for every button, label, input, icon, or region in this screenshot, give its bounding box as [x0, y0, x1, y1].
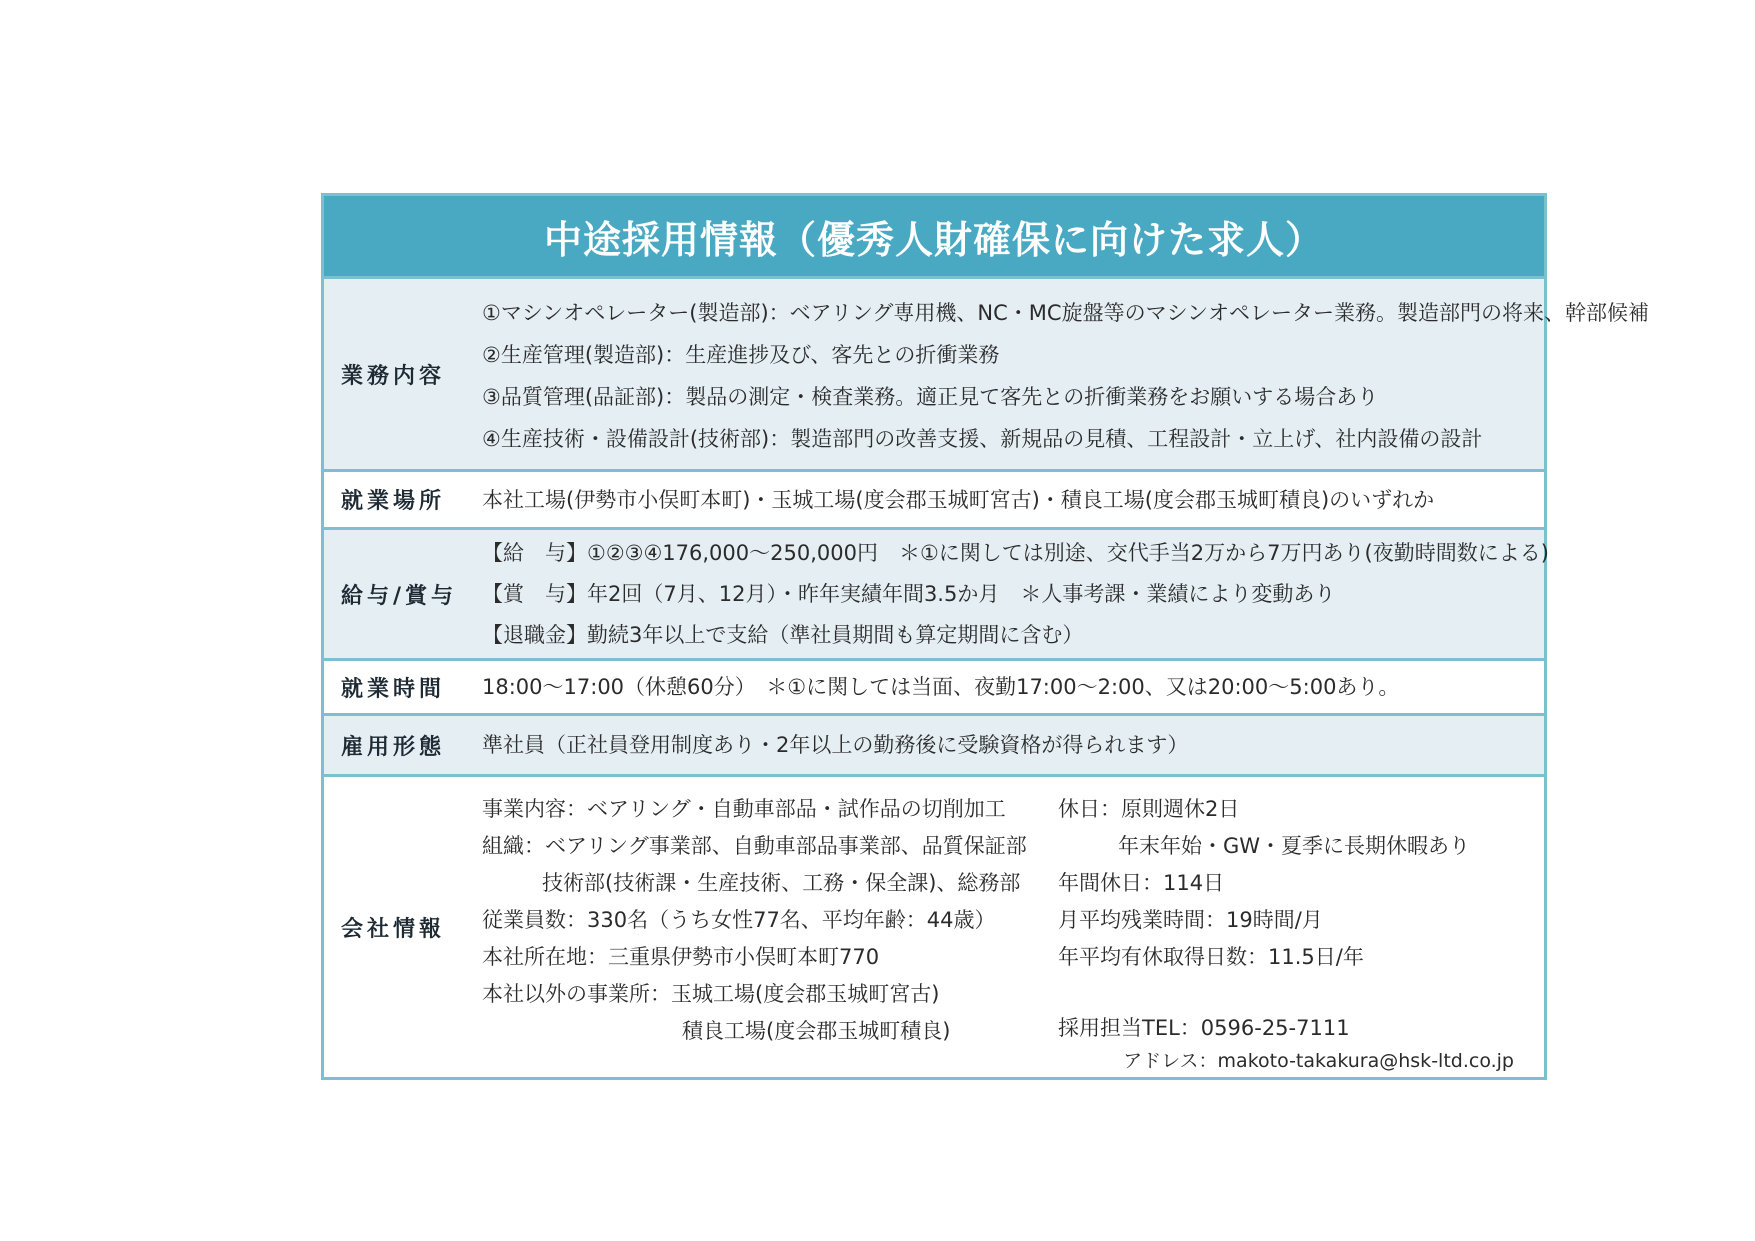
salary-row: [324, 530, 1549, 661]
company-right-column: [1058, 777, 1544, 1077]
hours-label: 就業時間: [341, 676, 446, 702]
company-row: [324, 777, 1544, 1077]
sites-line-2: 積良工場(度会郡玉城町積良): [682, 1019, 951, 1043]
org-line-1: 組織：ベアリング事業部、自動車部品事業部、品質保証部: [482, 834, 1027, 858]
salary-line-3: 【退職金】勤続3年以上で支給（準社員期間も算定期間に含む）: [482, 622, 1084, 647]
salary-label: 給与/賞与: [341, 583, 458, 609]
employees-text: 従業員数：330名（うち女性77名、平均年齢：44歳）: [482, 908, 996, 932]
company-left-column: [482, 777, 1058, 1077]
company-grid: [482, 777, 1544, 1077]
hq-text: 本社所在地：三重県伊勢市小俣町本町770: [482, 945, 880, 969]
duty-line-1: ①マシンオペレーター(製造部)：ベアリング専用機、NC・MC旋盤等のマシンオペレーター業務。製造部門の将来、幹部候補: [482, 301, 1650, 325]
place-content: [472, 472, 1544, 527]
employment-row: [324, 716, 1544, 777]
business-text: 事業内容：ベアリング・自動車部品・試作品の切削加工: [482, 797, 1006, 821]
duties-content: [472, 279, 1649, 469]
duty-line-4: ④生産技術・設備設計(技術部)：製造部門の改善支援、新規品の見積、工程設計・立上げ、社内設備の設計: [482, 427, 1483, 451]
salary-line-1: 【給 与】①②③④176,000～250,000円 ＊①に関しては別途、交代手当2万から7万円あり(夜勤時間数による): [482, 540, 1549, 565]
hours-content: [472, 661, 1544, 713]
holidays-line-2: 年末年始・GW・夏季に長期休暇あり: [1118, 834, 1471, 858]
duties-label: 業務内容: [341, 363, 446, 389]
email-address: アドレス：makoto-takakura@hsk-ltd.co.jp: [1123, 1050, 1514, 1072]
duties-row: [324, 279, 1650, 472]
place-label: 就業場所: [341, 489, 446, 514]
tel-text: 採用担当TEL：0596-25-7111: [1058, 1016, 1350, 1040]
place-row: [324, 472, 1544, 530]
paid-leave-text: 年平均有休取得日数：11.5日/年: [1058, 945, 1364, 969]
hours-row: [324, 661, 1544, 716]
duty-line-2: ②生産管理(製造部)：生産進捗及び、客先との折衝業務: [482, 343, 1000, 367]
salary-content: [472, 530, 1549, 658]
employment-text: 準社員（正社員登用制度あり・2年以上の勤務後に受験資格が得られます）: [482, 733, 1189, 757]
salary-line-2: 【賞 与】年2回（7月、12月）・昨年実績年間3.5か月 ＊人事考課・業績により変動あり: [482, 581, 1336, 606]
spacer: [1058, 976, 1544, 1010]
place-text: 本社工場(伊勢市小俣町本町)・玉城工場(度会郡玉城町宮古)・積良工場(度会郡玉城町積良)のいずれか: [482, 487, 1435, 512]
company-label: 会社情報: [341, 916, 446, 942]
duty-line-3: ③品質管理(品証部)：製品の測定・検査業務。適正見て客先との折衝業務をお願いする場合あり: [482, 385, 1379, 409]
sites-line-1: 本社以外の事業所：玉城工場(度会郡玉城町宮古): [482, 982, 940, 1006]
annual-holidays-text: 年間休日：114日: [1058, 871, 1225, 895]
company-content: [472, 777, 1544, 1077]
holidays-line-1: 休日：原則週休2日: [1058, 797, 1240, 821]
employment-label: 雇用形態: [341, 734, 446, 760]
recruitment-card: [321, 193, 1650, 1080]
org-line-2: 技術部(技術課・生産技術、工務・保全課)、総務部: [542, 871, 1021, 895]
employment-content: [472, 716, 1544, 774]
page-title: 中途採用情報（優秀人財確保に向けた求人）: [324, 196, 1544, 279]
hours-text: 18:00～17:00（休憩60分） ＊①に関しては当面、夜勤17:00～2:00、又は20:00～5:00あり。: [482, 675, 1400, 699]
overtime-text: 月平均残業時間：19時間/月: [1058, 908, 1323, 932]
